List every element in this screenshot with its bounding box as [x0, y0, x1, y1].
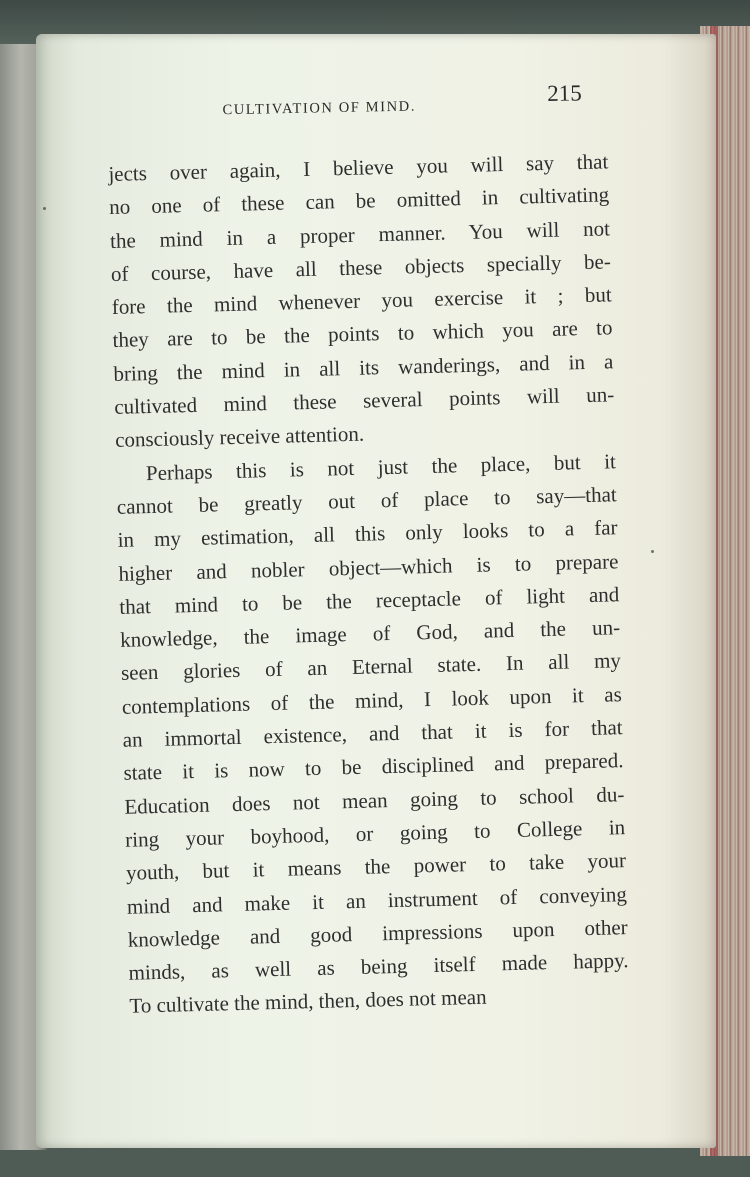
text-line: state it is now to be disciplined and prepared.	[123, 748, 624, 786]
text-line: minds, as well as being itself made happy.	[128, 948, 629, 985]
paragraph	[116, 445, 630, 1024]
paragraph	[108, 145, 615, 457]
text-line: in my estimation, all this only looks to a far	[117, 515, 618, 553]
text-line: cultivated mind these several points will un-	[113, 382, 615, 419]
paper-speck	[651, 550, 654, 553]
text-line: knowledge and good impressions upon other	[127, 914, 628, 952]
text-line: To cultivate the mind, then, does not mean	[129, 985, 487, 1019]
paper-speck	[43, 207, 46, 210]
text-line: fore the mind whenever you exercise it ; but	[111, 282, 612, 320]
text-line: higher and nobler object—which is to prepare	[118, 548, 619, 586]
text-line: jects over again, I believe you will say that	[108, 149, 609, 186]
text-line: they are to be the points to which you are to	[112, 315, 613, 353]
text-line: the mind in a proper manner. You will not	[109, 215, 611, 253]
text-line: contemplations of the mind, I look upon it as	[121, 681, 623, 719]
running-head	[184, 76, 595, 124]
text-line: no one of these can be omitted in cultivating	[108, 182, 610, 220]
text-line: mind and make it an instrument of conveying	[126, 881, 628, 919]
text-line: knowledge, the image of God, and the un-	[119, 615, 621, 652]
body-text	[108, 145, 630, 1023]
text-line: youth, but it means the power to take your	[125, 848, 627, 886]
running-title: CULTIVATION OF MIND.	[222, 98, 417, 119]
text-line: cannot be greatly out of place to say—that	[116, 482, 617, 519]
page-number: 215	[547, 80, 582, 107]
text-line: consciously receive attention.	[114, 421, 365, 453]
text-line: that mind to be the receptacle of light and	[119, 582, 620, 619]
text-line: Education does not mean going to school du-	[124, 781, 625, 819]
text-line: an immortal existence, and that it is for that	[122, 715, 623, 752]
text-line: of course, have all these objects specially be-	[110, 249, 612, 286]
text-line: seen glories of an Eternal state. In all my	[120, 648, 622, 686]
text-line: ring your boyhood, or going to College in	[124, 815, 626, 852]
text-line: Perhaps this is not just the place, but it	[145, 448, 617, 485]
text-line: bring the mind in all its wanderings, and in a	[113, 349, 614, 386]
